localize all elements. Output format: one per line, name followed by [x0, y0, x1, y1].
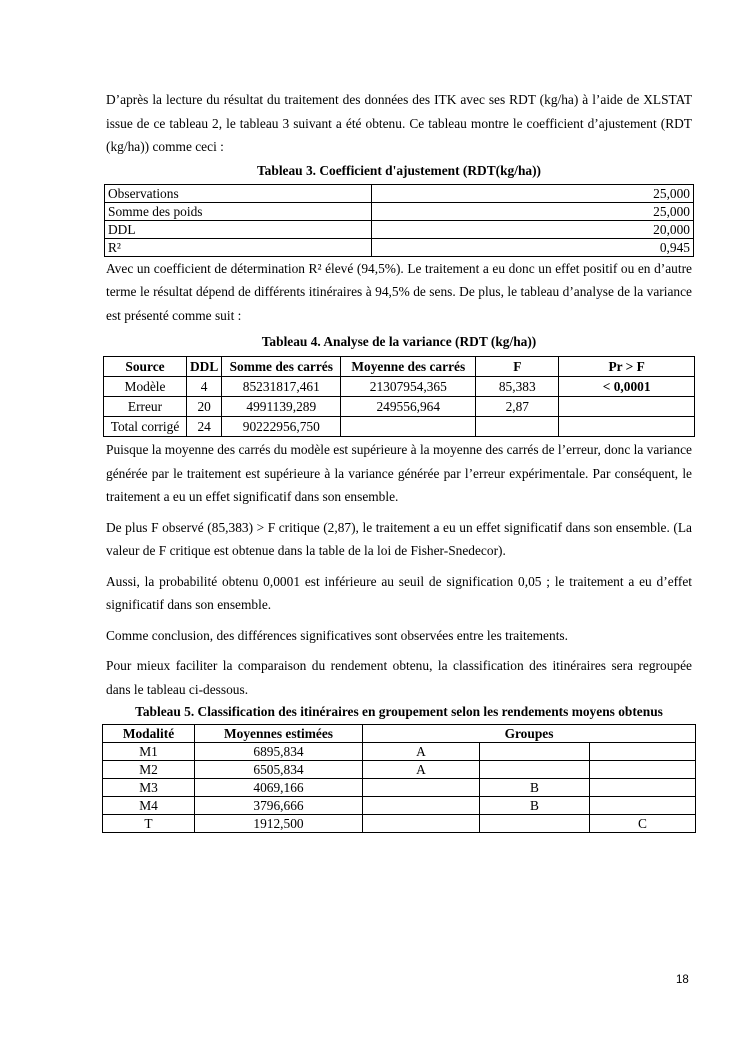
header-pr-f: Pr > F [559, 357, 695, 377]
page-number: 18 [676, 974, 689, 986]
page-content [106, 88, 692, 833]
table-cell-group: B [480, 779, 590, 797]
table-cell-value: 25,000 [372, 184, 694, 202]
paragraph-probability: Aussi, la probabilité obtenu 0,0001 est inférieure au seuil de signification 0,05 ; le traitement a eu d’effet significatif dans son ensemble. [106, 573, 692, 612]
table-cell-group: B [480, 797, 590, 815]
table-cell: Modèle [104, 377, 187, 397]
table-row [105, 238, 694, 256]
table-cell: 4 [187, 377, 222, 397]
table-row [104, 417, 695, 437]
table-cell: M2 [103, 761, 195, 779]
paragraph-classification-intro: Pour mieux faciliter la comparaison du rendement obtenu, la classification des itinéraires sera regroupée dans le tableau ci-dessous. [106, 658, 692, 697]
table-cell: 4991139,289 [222, 397, 341, 417]
table-cell-value: 25,000 [372, 202, 694, 220]
table-cell-group: A [363, 743, 480, 761]
table-cell: 24 [187, 417, 222, 437]
table-row [105, 220, 694, 238]
table-cell: T [103, 815, 195, 833]
table-cell-group [590, 743, 696, 761]
table-cell-group [480, 815, 590, 833]
table-cell-group: A [363, 761, 480, 779]
table-cell-group [363, 779, 480, 797]
table-cell [476, 417, 559, 437]
table-row [104, 377, 695, 397]
table5-caption: Tableau 5. Classification des itinéraires en groupement selon les rendements moyens obtenus [135, 704, 663, 719]
header-source: Source [104, 357, 187, 377]
table-cell-group [480, 743, 590, 761]
table-cell: 90222956,750 [222, 417, 341, 437]
paragraph-r2-comment: Avec un coefficient de détermination R² élevé (94,5%). Le traitement a eu donc un effet positif ou en d’autre terme le résultat dépend de différents itinéraires à 94,5% de sens. De plus, le tableau d’analyse de la variance est présenté comme suit : [106, 260, 692, 323]
table5-classification [102, 724, 696, 833]
table-cell: 249556,964 [341, 397, 476, 417]
table-cell [559, 417, 695, 437]
table-cell: 85231817,461 [222, 377, 341, 397]
table-cell: M1 [103, 743, 195, 761]
header-groups: Groupes [363, 725, 696, 743]
table4-anova [103, 356, 695, 437]
table-cell-group [363, 797, 480, 815]
header-f: F [476, 357, 559, 377]
table-cell-label: Somme des poids [105, 202, 372, 220]
header-estimated-means: Moyennes estimées [195, 725, 363, 743]
table3-caption: Tableau 3. Coefficient d'ajustement (RDT(kg/ha)) [256, 162, 542, 178]
table-cell-label: DDL [105, 220, 372, 238]
table-header-row [104, 357, 695, 377]
table-cell-value: 20,000 [372, 220, 694, 238]
table-cell: 6895,834 [195, 743, 363, 761]
table-cell [341, 417, 476, 437]
table-cell: Total corrigé [104, 417, 187, 437]
table-cell: 2,87 [476, 397, 559, 417]
table-cell: M3 [103, 779, 195, 797]
table-cell-group [480, 761, 590, 779]
header-sum-squares: Somme des carrés [222, 357, 341, 377]
table-cell-group [590, 797, 696, 815]
table-cell: 20 [187, 397, 222, 417]
header-ddl: DDL [187, 357, 222, 377]
table-row [103, 761, 696, 779]
table-cell: 4069,166 [195, 779, 363, 797]
table-cell: 1912,500 [195, 815, 363, 833]
table4-caption: Tableau 4. Analyse de la variance (RDT (kg/ha)) [261, 334, 537, 349]
paragraph-f-test: De plus F observé (85,383) > F critique (2,87), le traitement a eu un effet significatif dans son ensemble. (La valeur de F critique est obtenue dans la table de la loi de Fisher-Snedecor). [106, 519, 692, 558]
header-mean-squares: Moyenne des carrés [341, 357, 476, 377]
table-row [105, 184, 694, 202]
paragraph-intro: D’après la lecture du résultat du traitement des données des ITK avec ses RDT (kg/ha) à l’aide de XLSTAT issue de ce tableau 2, le tableau 3 suivant a été obtenu. Ce tableau montre le coefficient d’ajustement (RDT (kg/ha)) comme ceci : [106, 92, 692, 154]
table-row [104, 397, 695, 417]
table-header-row [103, 725, 696, 743]
table-cell: M4 [103, 797, 195, 815]
table-cell-label: R² [105, 238, 372, 256]
table-cell-group [590, 779, 696, 797]
table-row [103, 815, 696, 833]
paragraph-conclusion: Comme conclusion, des différences significatives sont observées entre les traitements. [106, 627, 568, 643]
table-row [105, 202, 694, 220]
table-cell-group [590, 761, 696, 779]
table-cell [559, 397, 695, 417]
table-row [103, 743, 696, 761]
table-cell: 3796,666 [195, 797, 363, 815]
table-cell: Erreur [104, 397, 187, 417]
header-modality: Modalité [103, 725, 195, 743]
table3-fit-coefficients [104, 184, 694, 257]
table-cell: 6505,834 [195, 761, 363, 779]
paragraph-variance-comparison: Puisque la moyenne des carrés du modèle est supérieure à la moyenne des carrés de l’erreur, donc la variance générée par le traitement est supérieure à la variance générée par l’erreur expérimentale. Par conséquent, le traitement a eu un effet significatif dans son ensemble. [106, 442, 692, 504]
table-cell: < 0,0001 [559, 377, 695, 397]
table-cell: 85,383 [476, 377, 559, 397]
table-cell: 21307954,365 [341, 377, 476, 397]
table-cell-value: 0,945 [372, 238, 694, 256]
table-cell-label: Observations [105, 184, 372, 202]
table-row [103, 779, 696, 797]
table-cell-group [363, 815, 480, 833]
table-cell-group: C [590, 815, 696, 833]
table-row [103, 797, 696, 815]
